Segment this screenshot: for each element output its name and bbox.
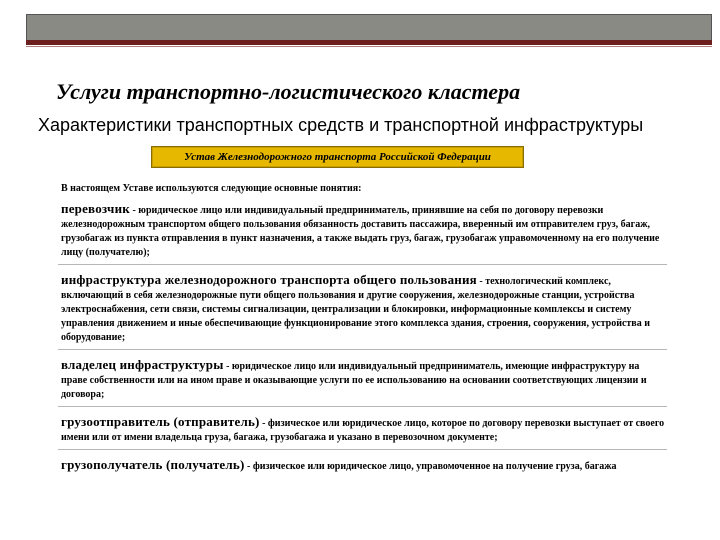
definition-infrastructure xyxy=(61,273,667,345)
divider xyxy=(58,349,667,350)
definitions-section xyxy=(61,182,667,474)
definition-infrastructure-owner xyxy=(61,358,667,402)
definition-text: - технологический комплекс, включающий в себя железнодорожные пути общего пользования и другие сооружения, железнодорожные станции, устройства электроснабжения, сети связи, системы сигнализации, централизации и блокировки, информационные комплексы и систему управления движением и иные обеспечивающие функционирование этого комплекса здания, строения, сооружения, устройства и оборудование; xyxy=(61,276,650,343)
top-decor-bar xyxy=(26,14,712,42)
page-title: Услуги транспортно-логистического кластера xyxy=(56,79,521,104)
definition-consignee xyxy=(61,458,667,474)
definition-term: перевозчик xyxy=(61,201,130,216)
page-subtitle: Характеристики транспортных средств и транспортной инфраструктуры xyxy=(38,115,644,135)
divider xyxy=(58,264,667,265)
definition-text: - юридическое лицо или индивидуальный предприниматель, имеющие инфраструктуру на праве собственности или на ином праве и оказывающие услуги по ее использованию на основании соответствующих лицензии и договора; xyxy=(61,361,647,400)
divider xyxy=(58,406,667,407)
top-rule-dark xyxy=(26,40,712,45)
law-title-box xyxy=(151,146,524,168)
definition-term: грузоотправитель (отправитель) xyxy=(61,414,260,429)
definition-term: инфраструктура железнодорожного транспорта общего пользования xyxy=(61,272,477,287)
definition-text: - физическое или юридическое лицо, которое по договору перевозки выступает от своего имени или от имени владельца груза, багажа, грузобагажа и указано в перевозочном документе; xyxy=(61,418,665,443)
definition-text: - физическое или юридическое лицо, управомоченное на получение груза, багажа xyxy=(244,461,617,472)
definition-text: - юридическое лицо или индивидуальный предприниматель, принявшие на себя по договору перевозки железнодорожным транспортом общего пользования обязанность доставить пассажира, вверенный им отправителем груз, багаж, грузобагаж из пункта отправления в пункт назначения, а также выдать груз, багаж, грузобагаж управомоченному на его получение лицу (получателю); xyxy=(61,205,660,258)
law-title: Устав Железнодорожного транспорта Российской Федерации xyxy=(184,151,491,163)
definition-carrier xyxy=(61,202,667,260)
divider xyxy=(58,449,667,450)
top-rule-thin xyxy=(26,46,712,47)
definition-shipper xyxy=(61,415,667,445)
intro-text: В настоящем Уставе используются следующие основные понятия: xyxy=(61,183,362,194)
definition-term: грузополучатель (получатель) xyxy=(61,457,245,472)
definition-term: владелец инфраструктуры xyxy=(61,357,224,372)
